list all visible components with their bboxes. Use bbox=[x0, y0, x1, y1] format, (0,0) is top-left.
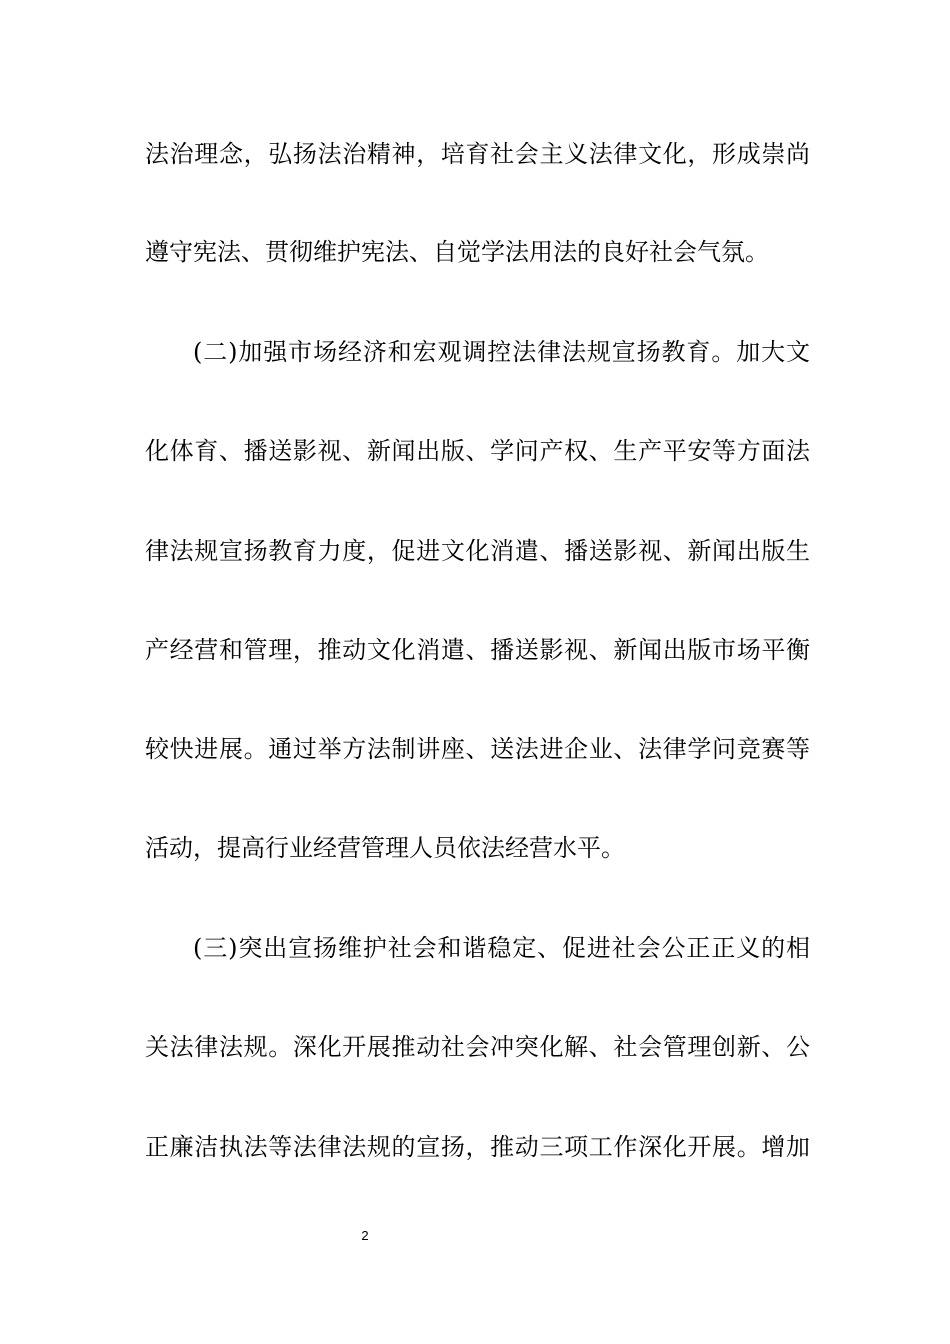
page-number: 2 bbox=[361, 1228, 369, 1243]
text-line: 正廉洁执法等法律法规的宣扬，推动三项工作深化开展。增加 bbox=[145, 1133, 810, 1161]
text-line: (三)突出宣扬维护社会和谐稳定、促进社会公正正义的相 bbox=[193, 934, 810, 962]
text-line: 产经营和管理，推动文化消遣、播送影视、新闻出版市场平衡 bbox=[145, 636, 810, 664]
text-line: 律法规宣扬教育力度，促进文化消遣、播送影视、新闻出版生 bbox=[145, 537, 810, 565]
text-line: (二)加强市场经济和宏观调控法律法规宣扬教育。加大文 bbox=[193, 338, 810, 366]
text-line: 活动，提高行业经营管理人员依法经营水平。 bbox=[145, 834, 625, 862]
text-line: 遵守宪法、贯彻维护宪法、自觉学法用法的良好社会气氛。 bbox=[145, 238, 769, 266]
text-line: 化体育、播送影视、新闻出版、学问产权、生产平安等方面法 bbox=[145, 437, 810, 465]
text-line: 关法律法规。深化开展推动社会冲突化解、社会管理创新、公 bbox=[145, 1033, 810, 1061]
text-line: 法治理念，弘扬法治精神，培育社会主义法律文化，形成崇尚 bbox=[145, 140, 810, 168]
text-line: 较快进展。通过举方法制讲座、送法进企业、法律学问竞赛等 bbox=[145, 735, 810, 763]
